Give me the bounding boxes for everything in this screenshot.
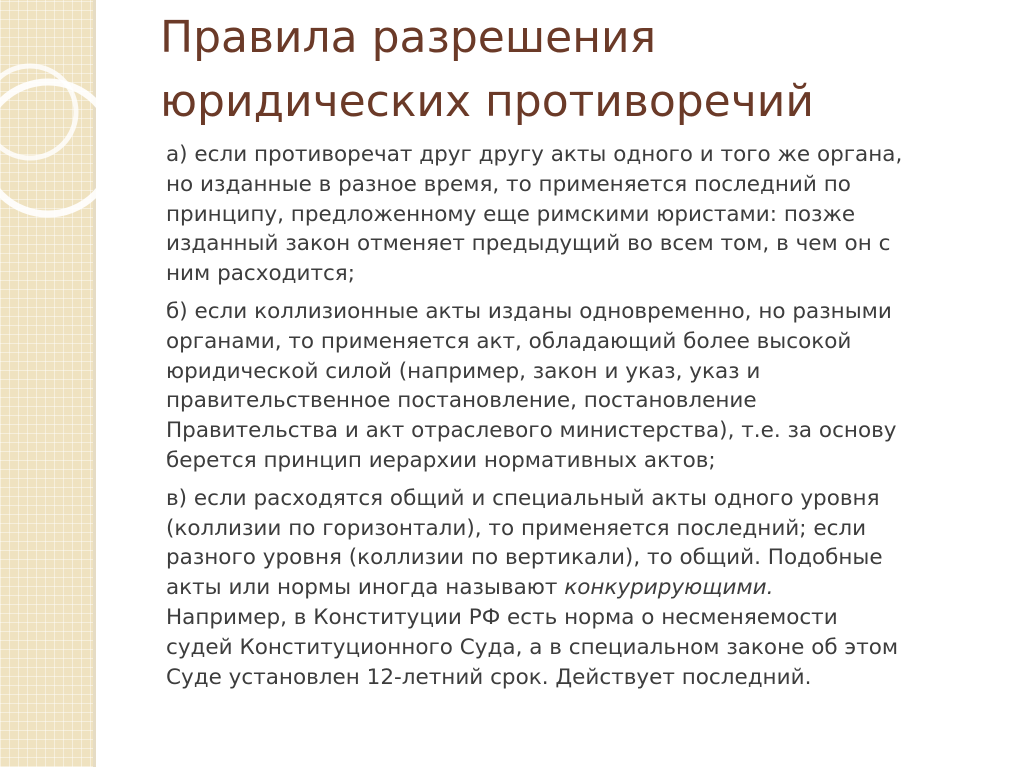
text-line: правительственное постановление, постановление (166, 388, 757, 414)
text-line: органами, то применяется акт, обладающий более высокой (166, 328, 852, 354)
slide-title (160, 6, 814, 134)
text-line: б) если коллизионные акты изданы одновременно, но разными (166, 298, 892, 324)
text-line (166, 573, 1024, 603)
list-item (166, 140, 1024, 289)
text-line: судей Конституционного Суда, а в специальном законе об этом (166, 634, 899, 660)
text-line: (коллизии по горизонтали), то применяется последний; если (166, 515, 867, 541)
title-line: юридических противоречий (160, 76, 814, 127)
text-line: Например, в Конституции РФ есть норма о несменяемости (166, 604, 838, 630)
text-line: Правительства и акт отраслевого министерства), т.е. за основу (166, 418, 897, 444)
text-fragment: акты или нормы иногда называют (166, 575, 565, 601)
italic-term: конкурирующими. (564, 575, 774, 601)
text-line: принципу, предложенному еще римскими юристами: позже (166, 201, 856, 227)
title-line: Правила разрешения (160, 12, 657, 63)
rules-list (166, 140, 1024, 700)
text-line: но изданные в разное время, то применяется последний по (166, 171, 851, 197)
text-line: в) если расходятся общий и специальный акты одного уровня (166, 485, 880, 511)
text-line: а) если противоречат друг другу акты одного и того же органа, (166, 142, 903, 167)
list-item (166, 484, 1024, 693)
text-line: Суде установлен 12-летний срок. Действует последний. (166, 664, 812, 690)
text-line: берется принцип иерархии нормативных актов; (166, 447, 716, 473)
text-line: изданный закон отменяет предыдущий во всем том, в чем он с (166, 231, 891, 257)
decorative-rings-icon (0, 0, 150, 260)
text-line: юридической силой (например, закон и указ, указ и (166, 358, 761, 384)
text-line: разного уровня (коллизии по вертикали), то общий. Подобные (166, 545, 883, 571)
text-line: ним расходится; (166, 261, 355, 287)
list-item (166, 297, 1024, 476)
